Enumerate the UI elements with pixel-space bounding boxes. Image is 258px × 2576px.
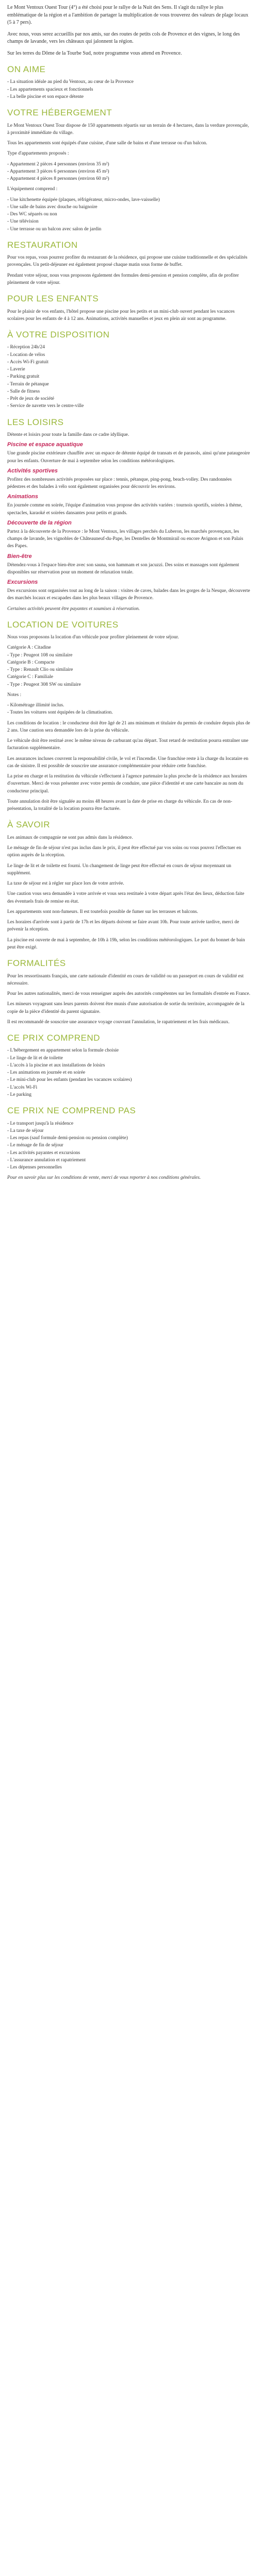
paragraph: Les assurances incluses couvrent la responsabilité civile, le vol et l'incendie. Une franchise reste à la charge du locataire en cas de sinistre. Il est possible de souscrire une assurance complémentaire pour réduire cette franchise. [7, 756, 249, 769]
list-item: - La belle piscine et son espace détente [7, 94, 84, 99]
section-restauration [7, 240, 251, 286]
section-votre-hebergement [7, 108, 251, 233]
list-item: - Les appartements spacieux et fonctionnels [7, 87, 93, 92]
conditions-note: Pour en savoir plus sur les conditions de vente, merci de vous reporter à nos conditions générales. [7, 1175, 201, 1181]
paragraph: Les appartements sont non-fumeurs. Il est toutefois possible de fumer sur les terrasses et balcons. [7, 909, 198, 914]
list-item: - Les dépenses personnelles [7, 1165, 62, 1171]
intro-paragraph-1: Le Mont Ventoux Ouest Tour (4°) a été choisi pour le rallye de la Nuit des Sens. Il s'agit du rallye le plus emblématique de la région et a l'ambition de partager la multiplication de vous trouverez des valeurs de plage locaux (5 à 7 pers). [7, 5, 249, 25]
section-title: FORMALITÉS [7, 958, 66, 969]
paragraph: Pour le plaisir de vos enfants, l'hôtel propose une piscine pour les petits et un mini-club ouvert pendant les vacances scolaires pour les enfants de 4 à 12 ans. Animations, activités manuelles et jeux en plein air sont au programme. [7, 309, 235, 321]
paragraph: Les animaux de compagnie ne sont pas admis dans la résidence. [7, 835, 133, 840]
paragraph: Le Mont Ventoux Ouest Tour dispose de 150 appartements répartis sur un terrain de 4 hectares, dans la verdure provençale, à proximité immédiate du village. [7, 123, 249, 135]
list-item: - Type : Renault Clio ou similaire [7, 667, 73, 673]
sub-title: Excursions [7, 579, 38, 586]
section-ce-prix-comprend [7, 1033, 251, 1098]
list-item: - Une kitchenette équipée (plaques, réfrigérateur, micro-ondes, lave-vaisselle) [7, 197, 160, 202]
sub-title: Bien-être [7, 553, 32, 560]
list-item: - Parking gratuit [7, 374, 40, 380]
section-title: CE PRIX NE COMPREND PAS [7, 1106, 136, 1116]
paragraph: La prise en charge et la restitution du véhicule s'effectuent à l'agence partenaire la plus proche de la résidence aux horaires d'ouverture. Merci de vous présenter avec votre permis de conduire, une pièce d'identité et une carte bancaire au nom du conducteur principal. [7, 774, 247, 794]
list-item: - Appartement 3 pièces 6 personnes (environ 45 m²) [7, 168, 109, 174]
list-item: - Le transport jusqu'à la résidence [7, 1121, 74, 1126]
list-item: - Les repas (sauf formule demi-pension ou pension complète) [7, 1136, 128, 1141]
list-item: - L'assurance annulation et rapatriement [7, 1157, 86, 1163]
loisir-block [7, 520, 251, 550]
list-item: - Accès Wi-Fi gratuit [7, 359, 49, 365]
paragraph: Une caution vous sera demandée à votre arrivée et vous sera restituée à votre départ après l'état des lieux, déduction faite des éventuels frais de remise en état. [7, 891, 245, 904]
equipment-list [7, 196, 251, 233]
section-ce-prix-ne-comprend-pas [7, 1106, 251, 1181]
list-item: - La situation idéale au pied du Ventoux, au cœur de la Provence [7, 79, 134, 85]
section-title: ON AIME [7, 64, 46, 74]
sub-title: Activités sportives [7, 467, 58, 474]
section-title: LES LOISIRS [7, 417, 64, 427]
paragraph: Pendant votre séjour, nous vous proposons également des formules demi-pension et pension complète, afin de profiter pleinement de votre séjour. [7, 273, 239, 285]
loisir-block [7, 442, 251, 465]
section-les-loisirs [7, 417, 251, 613]
paragraph: Partez à la découverte de la Provence : le Mont Ventoux, les villages perchés du Luberon, les marchés provençaux, les champs de lavande, les vignobles de Châteauneuf-du-Pape, les Dentelles de Montmirail ou encore Avignon et son Palais des Papes. [7, 529, 244, 549]
page [0, 0, 258, 1195]
paragraph: Une grande piscine extérieure chauffée avec un espace de détente équipé de transats et de parasols, ainsi qu'une pataugeoire pour les enfants. Ouverture de mai à septembre selon les conditions météorologiques. [7, 451, 250, 464]
list-item: - Appartement 2 pièces 4 personnes (environ 35 m²) [7, 161, 109, 167]
list-item: - L'accès à la piscine et aux installations de loisirs [7, 1062, 105, 1068]
list-item: Catégorie B : Compacte [7, 659, 55, 665]
paragraph: La piscine est ouverte de mai à septembre, de 10h à 19h, selon les conditions météorologiques. Le port du bonnet de bain peut être exigé. [7, 937, 245, 950]
list-item: - L'hébergement en appartement selon la formule choisie [7, 1048, 119, 1054]
intro-paragraph-3: Sur les terres du Dôme de la Tourbe Sud, notre programme vous attend en Provence. [7, 50, 182, 56]
section-title: À SAVOIR [7, 820, 51, 830]
paragraph: Pour les ressortissants français, une carte nationale d'identité en cours de validité ou un passeport en cours de validité est nécessaire. [7, 973, 244, 986]
section-title: RESTAURATION [7, 240, 78, 250]
paragraph: Le véhicule doit être restitué avec le même niveau de carburant qu'au départ. Tout retard de restitution pourra entraîner une facturation supplémentaire. [7, 738, 249, 751]
list-intro: Notes : [7, 692, 22, 698]
paragraph: Détendez-vous à l'espace bien-être avec son sauna, son hammam et son jacuzzi. Des soins et massages sont également disponibles sur réservation pour un moment de relaxation totale. [7, 562, 239, 575]
list-item: Catégorie A : Citadine [7, 645, 51, 651]
list-item: - Location de vélos [7, 352, 45, 358]
sub-title: Animations [7, 494, 38, 500]
paragraph: Tous les appartements sont équipés d'une cuisine, d'une salle de bains et d'une terrasse ou d'un balcon. [7, 141, 207, 146]
list-item: - Toutes les voitures sont équipées de la climatisation. [7, 710, 113, 716]
list-item: - Une télévision [7, 219, 39, 225]
loisir-block [7, 579, 251, 602]
loisir-block [7, 468, 251, 491]
paragraph: Profitez des nombreuses activités proposées sur place : tennis, pétanque, ping-pong, beach-volley. Des randonnées pédestres et des balades à vélo sont également organisées pour découvrir les environs. [7, 477, 232, 490]
section-title: À VOTRE DISPOSITION [7, 330, 110, 340]
list-item: - Appartement 4 pièces 8 personnes (environ 60 m²) [7, 176, 109, 182]
paragraph: Pour vos repas, vous pourrez profiter du restaurant de la résidence, qui propose une cuisine traditionnelle et des spécialités provençales. Un petit-déjeuner est également proposé chaque matin sous forme de buffet. [7, 255, 248, 268]
section-on-aime [7, 64, 251, 100]
section-title: LOCATION DE VOITURES [7, 619, 119, 630]
loisir-block [7, 553, 251, 577]
car-notes-list [7, 702, 251, 717]
list-item: - Les activités payantes et excursions [7, 1150, 80, 1156]
list-intro: L'équipement comprend : [7, 187, 58, 192]
section-title: CE PRIX COMPREND [7, 1033, 100, 1043]
loisir-block [7, 494, 251, 517]
paragraph: Les conditions de location : le conducteur doit être âgé de 21 ans minimum et titulaire du permis de conduire depuis plus de 2 ans. Une caution sera demandée lors de la prise du véhicule. [7, 720, 250, 733]
paragraph: Des excursions sont organisées tout au long de la saison : visites de caves, balades dans les gorges de la Nesque, découverte des marchés locaux et escapades dans les plus beaux villages de Provence. [7, 588, 250, 601]
section-a-votre-disposition [7, 330, 251, 410]
list-item: - Une salle de bains avec douche ou baignoire [7, 204, 98, 210]
list-item: - La taxe de séjour [7, 1128, 44, 1133]
price-excludes-list [7, 1120, 251, 1172]
paragraph: Le linge de lit et de toilette est fourni. Un changement de linge peut être effectué en cours de séjour moyennant un supplément. [7, 863, 232, 876]
list-item: - L'accès Wi-Fi [7, 1084, 38, 1090]
paragraph: Nous vous proposons la location d'un véhicule pour profiter pleinement de votre séjour. [7, 635, 179, 640]
paragraph: La taxe de séjour est à régler sur place lors de votre arrivée. [7, 881, 124, 887]
sub-title: Piscine et espace aquatique [7, 442, 83, 448]
list-item: - Kilométrage illimité inclus. [7, 703, 64, 708]
section-pour-les-enfants [7, 294, 251, 323]
list-item: - Le ménage de fin de séjour [7, 1143, 63, 1148]
price-includes-list [7, 1047, 251, 1098]
paragraph: Les mineurs voyageant sans leurs parents doivent être munis d'une autorisation de sortie du territoire, accompagnée de la copie de la pièce d'identité du parent signataire. [7, 1002, 245, 1014]
car-categories-list [7, 644, 251, 688]
paragraph: Toute annulation doit être signalée au moins 48 heures avant la date de prise en charge du véhicule. En cas de non-présentation, la totalité de la location pourra être facturée. [7, 799, 233, 812]
paragraph: Les horaires d'arrivée sont à partir de 17h et les départs doivent se faire avant 10h. Pour toute arrivée tardive, merci de prévenir la réception. [7, 920, 239, 933]
list-item: - Type : Peugeot 308 SW ou similaire [7, 682, 81, 687]
list-item: - Une terrasse ou un balcon avec salon de jardin [7, 226, 102, 232]
apartment-types-list [7, 161, 251, 183]
list-item: - Le parking [7, 1092, 31, 1097]
sub-title: Découverte de la région [7, 519, 72, 526]
list-item: - Service de navette vers le centre-ville [7, 403, 84, 409]
section-location-de-voitures [7, 620, 251, 813]
section-a-savoir [7, 820, 251, 951]
list-item: - Type : Peugeot 108 ou similaire [7, 652, 73, 658]
list-item: - Prêt de jeux de société [7, 396, 55, 402]
paragraph: En journée comme en soirée, l'équipe d'animation vous propose des activités variées : tournois sportifs, soirées à thème, spectacles, karaoké et soirées dansantes pour petits et grands. [7, 503, 243, 516]
paragraph: Il est recommandé de souscrire une assurance voyage couvrant l'annulation, le rapatriement et les frais médicaux. [7, 1019, 230, 1025]
list-item: - Laverie [7, 367, 25, 372]
list-item: - Salle de fitness [7, 388, 40, 394]
paragraph: Détente et loisirs pour toute la famille dans ce cadre idyllique. [7, 432, 130, 438]
list-item: - Des WC séparés ou non [7, 212, 57, 217]
paragraph: Pour les autres nationalités, merci de vous renseigner auprès des autorités compétentes sur les formalités d'entrée en France. [7, 991, 251, 997]
list-item: - Les animations en journée et en soirée [7, 1070, 86, 1076]
list-item: - Le mini-club pour les enfants (pendant les vacances scolaires) [7, 1077, 132, 1083]
section-title: VOTRE HÉBERGEMENT [7, 108, 112, 118]
list-item: Catégorie C : Familiale [7, 674, 53, 680]
loisirs-note: Certaines activités peuvent être payantes et soumises à réservation. [7, 606, 140, 612]
list-item: - Le linge de lit et de toilette [7, 1055, 63, 1061]
list-item: - Réception 24h/24 [7, 345, 45, 350]
intro-paragraph-2: Avec nous, vous serez accueillis par nos amis, sur des routes de petits cols de Provence et des vignes, le long des champs de lavande, vers les châteaux qui jalonnent la région. [7, 31, 240, 44]
services-list [7, 344, 251, 410]
on-aime-list [7, 78, 251, 100]
list-intro: Type d'appartements proposés : [7, 151, 69, 157]
section-title: POUR LES ENFANTS [7, 294, 99, 304]
paragraph: Le ménage de fin de séjour n'est pas inclus dans le prix, il peut être effectué par vos soins ou vous pouvez l'effectuer en option auprès de la réception. [7, 845, 241, 858]
intro [7, 4, 251, 57]
section-formalites [7, 958, 251, 1026]
list-item: - Terrain de pétanque [7, 381, 49, 387]
